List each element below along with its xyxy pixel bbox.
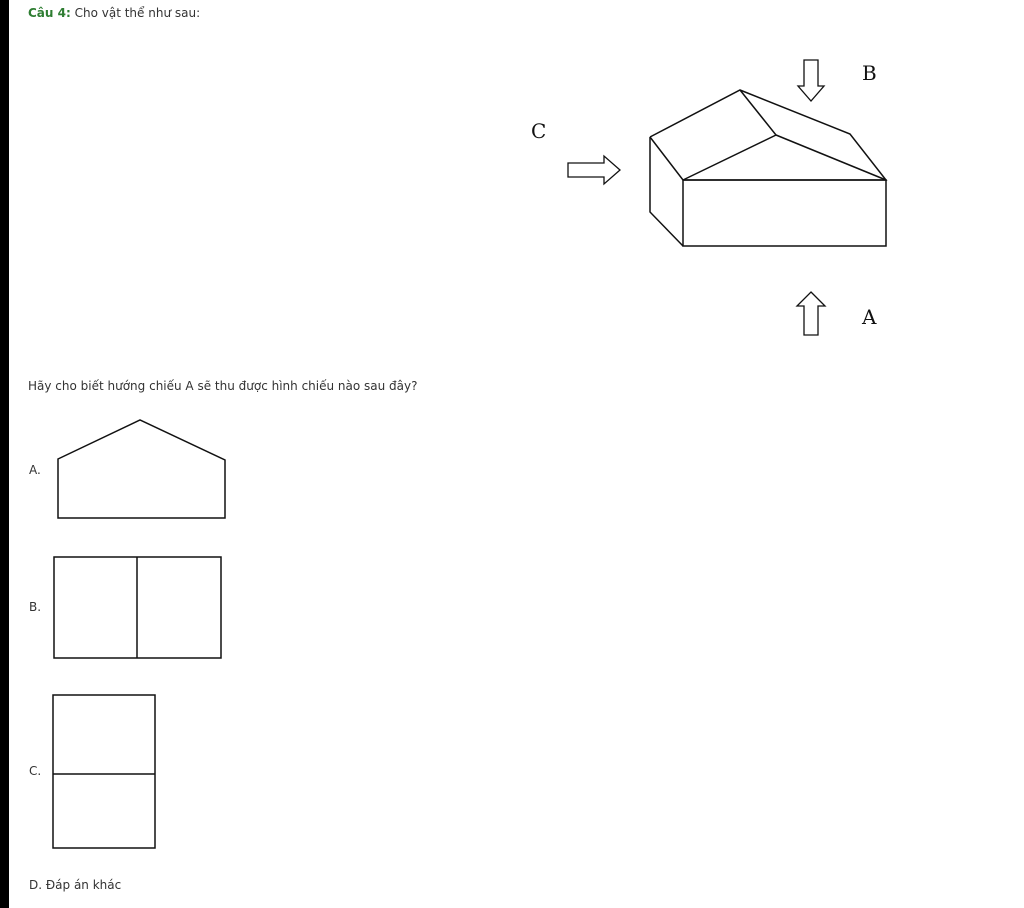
arrow-a-up [797, 292, 825, 335]
label-c: C [531, 119, 547, 143]
question-title: Cho vật thể như sau: [74, 6, 201, 20]
object-roof-outline [650, 90, 886, 180]
label-b: B [862, 61, 877, 85]
question-prompt: Hãy cho biết hướng chiếu A sẽ thu được hình chiếu nào sau đây? [28, 379, 418, 393]
option-c-shape [53, 695, 155, 848]
question-number: Câu 4: [28, 6, 71, 20]
object-side-face [650, 137, 683, 246]
object-front-face [683, 180, 886, 246]
arrow-b-down [798, 60, 824, 101]
object-roof-edge [776, 135, 886, 180]
option-a-label[interactable]: A. [29, 463, 41, 477]
option-d-label[interactable]: D. Đáp án khác [29, 878, 122, 892]
option-c-label[interactable]: C. [29, 764, 42, 778]
option-b-shape [54, 557, 221, 658]
object-roof-ridge [683, 90, 776, 180]
object-3d-drawing [650, 90, 886, 246]
label-a: A [862, 305, 877, 329]
option-a-shape [58, 420, 225, 518]
arrow-c-right [568, 156, 620, 184]
option-b-label[interactable]: B. [29, 600, 42, 614]
